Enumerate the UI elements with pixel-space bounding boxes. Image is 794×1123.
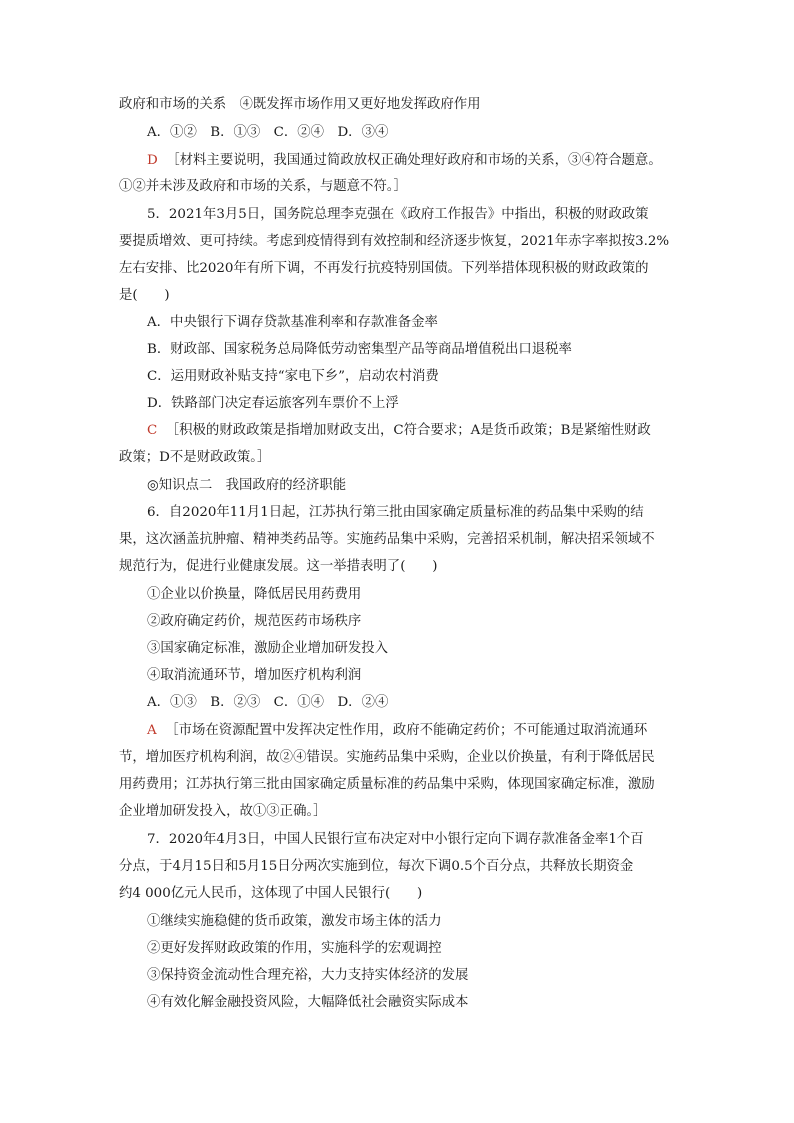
q6-analysis-line-2: 节，增加医疗机构利润，故②④错误。实施药品集中采购，企业以价换量，有利于降低居民 xyxy=(119,750,655,765)
q5-option-d: D．铁路部门决定春运旅客列车票价不上浮 xyxy=(147,396,399,411)
q5-answer-letter: C xyxy=(147,423,158,438)
q7-item-3: ③保持资金流动性合理充裕，大力支持实体经济的发展 xyxy=(147,968,469,983)
q6-item-3: ③国家确定标准，激励企业增加研发投入 xyxy=(147,641,389,656)
q6-item-1: ①企业以价换量，降低居民用药费用 xyxy=(147,587,362,602)
q5-analysis-line-1 xyxy=(147,421,651,441)
q4-analysis-text-1: ［材料主要说明，我国通过简政放权正确处理好政府和市场的关系，③④符合题意。 xyxy=(166,153,662,168)
q4-stem-tail: 政府和市场的关系 ④既发挥市场作用又更好地发挥政府作用 xyxy=(119,97,481,112)
q5-analysis-text-1: ［积极的财政政策是指增加财政支出，C符合要求；A是货币政策；B是紧缩性财政 xyxy=(165,423,651,438)
q6-item-4: ④取消流通环节，增加医疗机构利润 xyxy=(147,668,362,683)
q6-analysis-line-3: 用药费用；江苏执行第三批由国家确定质量标准的药品集中采购，体现国家确定标准，激励 xyxy=(119,777,655,792)
q7-item-2: ②更好发挥财政政策的作用，实施科学的宏观调控 xyxy=(147,941,442,956)
q6-analysis-line-1 xyxy=(147,721,647,741)
q6-stem-line-3: 规范行为，促进行业健康发展。这一举措表明了( ) xyxy=(119,559,438,574)
q5-stem-line-4: 是( ) xyxy=(119,288,170,303)
q4-answer-letter: D xyxy=(147,153,158,168)
q5-stem-line-1: 5．2021年3月5日，国务院总理李克强在《政府工作报告》中指出，积极的财政政策 xyxy=(147,207,649,222)
q5-stem-line-2: 要提质增效、更可持续。考虑到疫情得到有效控制和经济逐步恢复，2021年赤字率拟按3.2% xyxy=(119,234,670,249)
q7-stem-line-3: 约4 000亿元人民币，这体现了中国人民银行( ) xyxy=(119,886,423,901)
q7-item-4: ④有效化解金融投资风险，大幅降低社会融资实际成本 xyxy=(147,995,469,1010)
q6-stem-line-2: 果，这次涵盖抗肿瘤、精神类药品等。实施药品集中采购，完善招采机制，解决招采领域不 xyxy=(119,532,655,547)
q6-item-2: ②政府确定药价，规范医药市场秩序 xyxy=(147,614,362,629)
q4-options: A．①② B．①③ C．②④ D．③④ xyxy=(147,125,389,140)
q7-item-1: ①继续实施稳健的货币政策，激发市场主体的活力 xyxy=(147,914,442,929)
q5-analysis-line-2: 政策；D不是财政政策。］ xyxy=(119,450,271,465)
q6-stem-line-1: 6．自2020年11月1日起，江苏执行第三批由国家确定质量标准的药品集中采购的结 xyxy=(147,505,644,520)
q6-answer-letter: A xyxy=(147,723,157,738)
q5-option-a: A．中央银行下调存贷款基准利率和存款准备金率 xyxy=(147,315,438,330)
section-heading: ◎知识点二 我国政府的经济职能 xyxy=(147,478,347,493)
q4-analysis-line-1 xyxy=(147,151,662,171)
q6-options: A．①③ B．②③ C．①④ D．②④ xyxy=(147,695,389,710)
q4-analysis-line-2: ①②并未涉及政府和市场的关系，与题意不符。］ xyxy=(119,179,407,194)
q7-stem-line-2: 分点，于4月15日和5月15日分两次实施到位，每次下调0.5个百分点，共释放长期资金 xyxy=(119,859,634,874)
q5-stem-line-3: 左右安排、比2020年有所下调，不再发行抗疫特别国债。下列举措体现积极的财政政策的 xyxy=(119,261,649,276)
q6-analysis-text-1: ［市场在资源配置中发挥决定性作用，政府不能确定药价；不可能通过取消流通环 xyxy=(165,723,648,738)
q6-analysis-line-4: 企业增加研发投入，故①③正确。］ xyxy=(119,804,327,819)
q7-stem-line-1: 7．2020年4月3日，中国人民银行宣布决定对中小银行定向下调存款准备金率1个百 xyxy=(147,832,644,847)
q5-option-c: C．运用财政补贴支持“家电下乡”，启动农村消费 xyxy=(147,369,439,384)
q5-option-b: B．财政部、国家税务总局降低劳动密集型产品等商品增值税出口退税率 xyxy=(147,342,572,357)
